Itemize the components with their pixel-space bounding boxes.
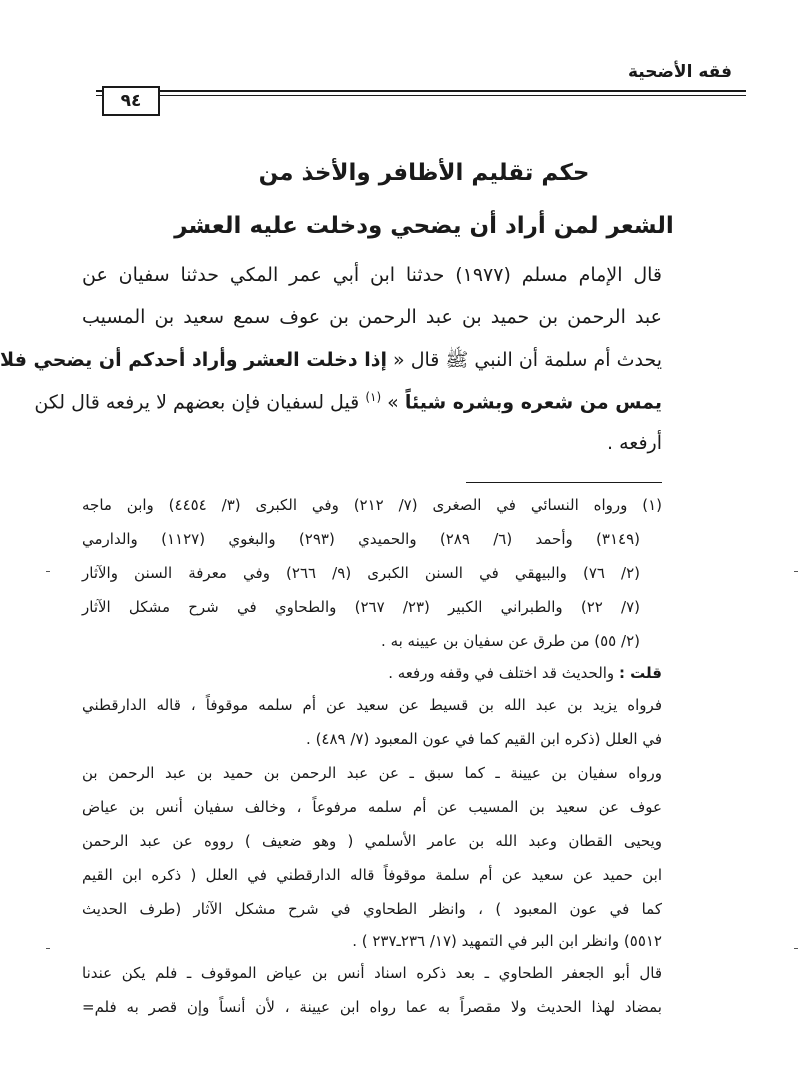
main-text-segment: قيل لسفيان فإن بعضهم لا يرفعه قال لكن [34,391,366,414]
footnote-line: (١) ورواه النسائي في الصغرى (٧/ ٢١٢) وفي الكبرى (٣/ ٤٤٥٤) وابن ماجه [82,496,663,514]
footnote-line: عوف عن سعيد بن المسيب عن أم سلمه مرفوعاً ، وخالف سفيان أنس بن عياض [82,798,662,816]
footnote-line: قال أبو الجعفر الطحاوي ـ بعد ذكره اسناد أنس بن عياض الموقوف ـ فلم يكن عندنا [82,964,662,982]
main-text-line: قال الإمام مسلم (١٩٧٧) حدثنا ابن أبي عمر المكي حدثنا سفيان عن [82,264,662,286]
chapter-heading-line-1: حكم تقليم الأظافر والأخذ من [258,160,590,186]
chapter-heading-line-2: الشعر لمن أراد أن يضحي ودخلت عليه العشر [174,213,674,239]
footnote-text: والحديث قد اختلف في وقفه ورفعه . [388,664,619,682]
footnote-line: (٧/ ٢٢) والطبراني الكبير (٢٣/ ٢٦٧) والطحاوي في شرح مشكل الآثار [82,598,641,616]
footnote-line: (٢/ ٥٥) من طرق عن سفيان بن عيينه به . [381,632,640,650]
main-text-segment: يحدث أم سلمة أن النبي ﷺ قال « [393,349,662,371]
note-label: قلت : [618,664,662,682]
main-text-line [34,390,662,414]
hadith-quote: إذا دخلت العشر وأراد أحدكم أن يضحي فلا [0,349,387,371]
quote-close: » [381,391,405,414]
scan-mark [46,571,50,572]
footnote-line: ابن حميد عن سعيد عن أم سلمة موقوفاً قاله الدارقطني في العلل ( ذكره ابن القيم [82,866,662,884]
hadith-quote: يمس من شعره وبشره شيئاً [404,391,662,414]
footnote-line: ٥٥١٢) وانظر ابن البر في التمهيد (١٧/ ٢٣٦ـ٢٣٧ ) . [352,932,662,950]
header-rule-thin [96,95,746,96]
footnote-line: ورواه سفيان بن عيينة ـ كما سبق ـ عن عبد الرحمن بن حميد بن عبد الرحمن بن [82,764,662,782]
running-header-title: فقه الأضحية [627,62,732,82]
footnote-line: (٢/ ٧٦) والبيهقي في السنن الكبرى (٩/ ٢٦٦) وفي معرفة السنن والآثار [82,564,641,582]
footnote-line: بمضاد لهذا الحديث ولا مقصراً به عما رواه ابن عيينة ، لأن أنساً وإن قصر به فلم= [82,998,662,1016]
footnote-line: ويحيى القطان وعبد الله بن عامر الأسلمي ( وهو ضعيف ) رووه عن عبد الرحمن [82,832,662,850]
footnote-line: (٣١٤٩) وأحمد (٦/ ٢٨٩) والحميدي (٢٩٣) والبغوي (١١٢٧) والدارمي [82,530,640,548]
scan-mark [794,571,798,572]
scan-mark [794,948,798,949]
header-rule [96,90,746,92]
footnote-line: كما في عون المعبود ) ، وانظر الطحاوي في شرح مشكل الآثار (طرف الحديث [82,900,662,918]
page-number: ٩٤ [102,86,160,116]
footnote-separator [466,482,662,483]
main-text-line: عبد الرحمن بن حميد بن عبد الرحمن بن عوف سمع سعيد بن المسيب [82,306,662,328]
main-text-line: أرفعه . [607,432,662,454]
footnote-line: في العلل (ذكره ابن القيم كما في عون المعبود (٧/ ٤٨٩) . [306,730,662,748]
footnote-line [82,664,662,682]
footnote-marker: (١) [365,390,382,404]
scan-mark [46,948,50,949]
main-text-line [0,348,662,376]
footnote-line: فرواه يزيد بن عبد الله بن قسيط عن سعيد عن أم سلمه موقوفاً ، قاله الدارقطني [82,696,662,714]
